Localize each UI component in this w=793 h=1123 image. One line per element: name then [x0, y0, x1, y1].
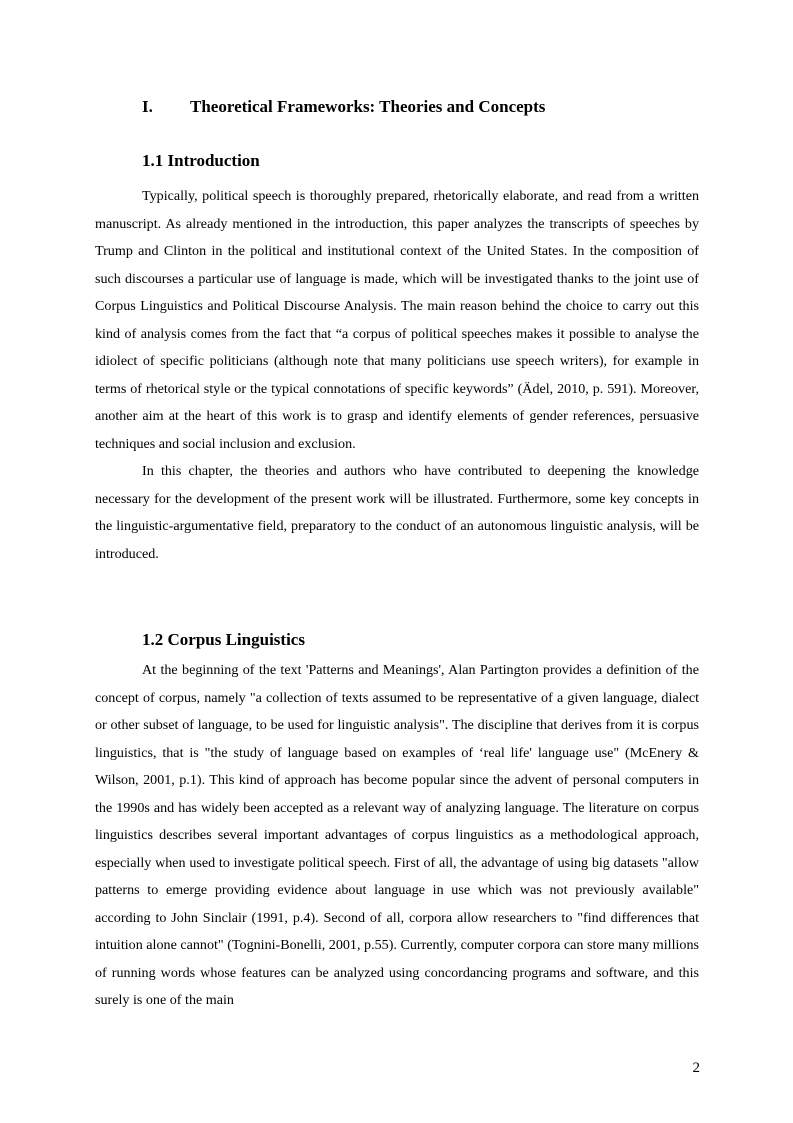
paragraph: In this chapter, the theories and authors who have contributed to deepening the knowledge necessary for the development of the present work will be illustrated. Furthermore, some key concepts in the linguistic-argumentative field, preparatory to the conduct of an autonomous linguistic analysis, will be introduced.: [95, 463, 699, 562]
section-body-introduction: [95, 183, 699, 568]
section-heading-corpus-linguistics: 1.2 Corpus Linguistics: [142, 630, 305, 649]
chapter-number: I.: [142, 97, 153, 116]
chapter-title: Theoretical Frameworks: Theories and Concepts: [190, 97, 546, 116]
section-heading-introduction: 1.1 Introduction: [142, 151, 260, 170]
paragraph: At the beginning of the text 'Patterns and Meanings', Alan Partington provides a definition of the concept of corpus, namely "a collection of texts assumed to be representative of a given language, dialect or other subset of language, to be used for linguistic analysis". The discipline that derives from it is corpus linguistics, that is "the study of language based on examples of ‘real life' language use" (McEnery & Wilson, 2001, p.1). This kind of approach has become popular since the advent of personal computers in the 1990s and has widely been accepted as a relevant way of analyzing language. The literature on corpus linguistics describes several important advantages of corpus linguistics as a methodological approach, especially when used to investigate political speech. First of all, the advantage of using big datasets "allow patterns to emerge providing evidence about language in use which was not previously available" according to John Sinclair (1991, p.4). Second of all, corpora allow researchers to "find differences that intuition alone cannot" (Tognini-Bonelli, 2001, p.55). Currently, computer corpora can store many millions of running words whose features can be analyzed using concordancing programs and software, and this surely is one of the main: [95, 662, 699, 1008]
section-body-corpus-linguistics: [95, 657, 699, 1015]
chapter-heading: [142, 96, 545, 118]
page-number: 2: [692, 1060, 700, 1076]
paragraph: Typically, political speech is thoroughly prepared, rhetorically elaborate, and read from a written manuscript. As already mentioned in the introduction, this paper analyzes the transcripts of speeches by Trump and Clinton in the political and institutional context of the United States. In the composition of such discourses a particular use of language is made, which will be investigated thanks to the joint use of Corpus Linguistics and Political Discourse Analysis. The main reason behind the choice to carry out this kind of analysis comes from the fact that “a corpus of political speeches makes it possible to analyse the idiolect of specific politicians (although note that many politicians use speech writers), for example in terms of rhetorical style or the typical connotations of specific keywords” (Ädel, 2010, p. 591). Moreover, another aim at the heart of this work is to grasp and identify elements of gender references, persuasive techniques and social inclusion and exclusion.: [95, 188, 699, 452]
